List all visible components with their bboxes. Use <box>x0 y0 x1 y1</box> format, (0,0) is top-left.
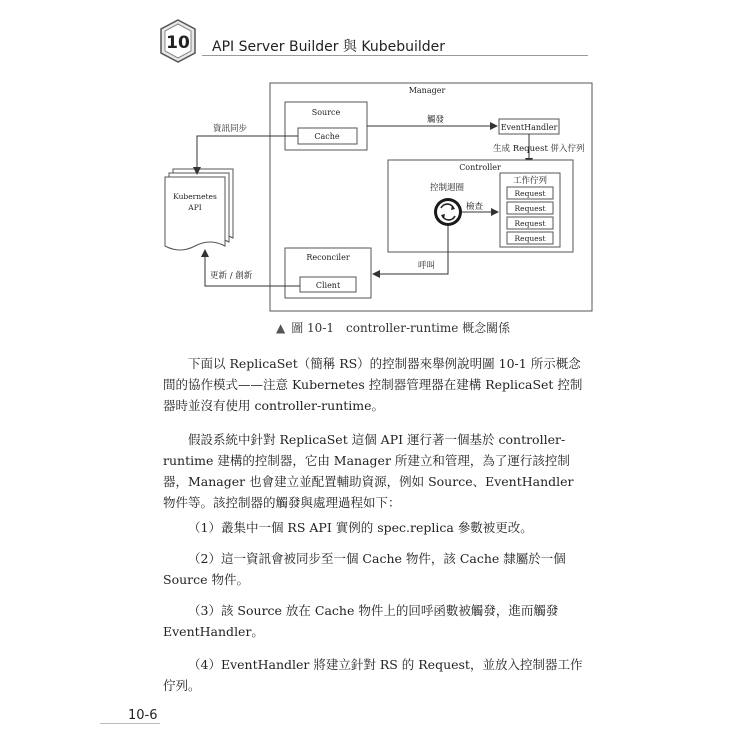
list-item-1 <box>163 517 587 538</box>
list-item-text: （3）該 Source 放在 Cache 物件上的回呼函數被觸發，進而觸發 EventHandler。 <box>163 603 559 639</box>
list-item-text: （2）這一資訊會被同步至一個 Cache 物件，該 Cache 隸屬於一個 Source 物件。 <box>163 551 566 587</box>
list-item-3 <box>163 600 587 642</box>
paragraph-1 <box>163 353 587 416</box>
request-item-label: Request <box>514 234 546 243</box>
manager-label: Manager <box>408 86 446 95</box>
request-item-label: Request <box>514 204 546 213</box>
paragraph-text: 假設系統中針對 ReplicaSet 這個 API 運行著一個基於 controller-runtime 建構的控制器，它由 Manager 所建立和管理，為了運行該控制器，Manager 也會建立並配置輔助資源，例如 Source、EventHandler 物件等。該控制器的觸發與處理過程如下： <box>163 432 574 510</box>
kubernetes-api-label: Kubernetes <box>173 192 217 201</box>
list-item-text: （4）EventHandler 將建立針對 RS 的 Request，並放入控制器工作佇列。 <box>163 657 583 693</box>
reconciler-label: Reconciler <box>306 253 350 262</box>
running-header-title: API Server Builder 與 Kubebuilder <box>212 39 446 55</box>
page-number: 10-6 <box>128 708 158 723</box>
callback-label: 呼叫 <box>418 261 436 271</box>
info-sync-label: 資訊同步 <box>213 124 248 134</box>
footer-divider <box>100 723 160 724</box>
update-create-label: 更新 / 創新 <box>210 271 253 281</box>
paragraph-2 <box>163 429 587 513</box>
chapter-number: 10 <box>166 33 190 53</box>
list-item-2 <box>163 548 587 590</box>
caption-text: 圖 10-1 controller-runtime 概念關係 <box>291 321 511 335</box>
check-label: 檢查 <box>466 202 484 212</box>
control-loop-label: 控制迴圈 <box>429 183 465 193</box>
source-label: Source <box>311 108 341 117</box>
header-divider <box>202 55 588 56</box>
cache-label: Cache <box>314 132 340 141</box>
kubernetes-api-label-2: API <box>188 203 202 212</box>
list-item-4 <box>163 654 587 696</box>
client-label: Client <box>315 281 341 290</box>
request-item-label: Request <box>514 189 546 198</box>
chapter-badge <box>158 18 198 64</box>
trigger-label: 觸發 <box>427 115 445 125</box>
caption-marker: ▲ <box>276 321 286 335</box>
controller-runtime-diagram <box>150 78 600 318</box>
request-item-label: Request <box>514 219 546 228</box>
figure-caption <box>276 319 510 336</box>
work-queue-label: 工作佇列 <box>512 176 548 186</box>
paragraph-text: 下面以 ReplicaSet（簡稱 RS）的控制器來舉例說明圖 10-1 所示概念間的協作模式——注意 Kubernetes 控制器管理器在建構 ReplicaSet 控制器時並沒有使用 controller-runtime。 <box>163 356 583 413</box>
list-item-text: （1）叢集中一個 RS API 實例的 spec.replica 參數被更改。 <box>188 520 533 535</box>
generate-request-label: 生成 Request 併入佇列 <box>493 144 585 154</box>
event-handler-label: EventHandler <box>500 123 558 132</box>
control-loop-icon <box>434 198 462 226</box>
kubernetes-api-store <box>165 169 233 250</box>
controller-label: Controller <box>459 163 501 172</box>
info-sync-arrow <box>197 136 298 174</box>
